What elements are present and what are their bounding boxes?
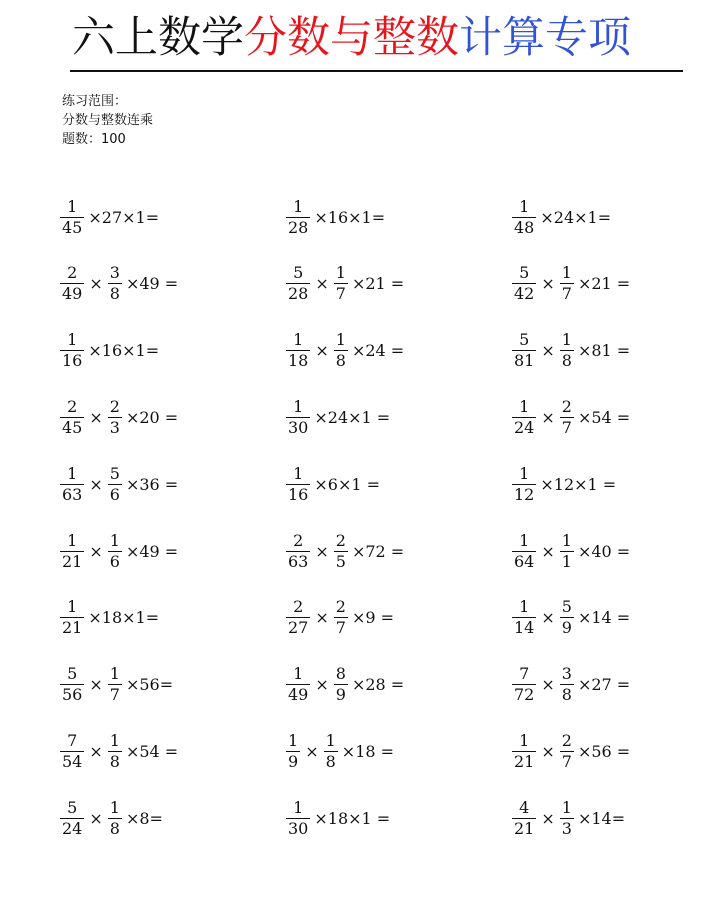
problem-expression: ×36 =	[125, 474, 179, 494]
fraction	[560, 664, 574, 705]
numerator: 1	[519, 463, 530, 483]
times-sign: ×	[89, 474, 103, 494]
problem-expression: ×14=	[577, 808, 626, 828]
problem-expression: ×14 =	[577, 608, 631, 628]
times-sign: ×	[89, 741, 103, 761]
times-sign: ×	[315, 608, 329, 628]
denominator: 3	[109, 417, 120, 437]
numerator: 1	[519, 196, 530, 216]
problem-expression: ×49 =	[125, 274, 179, 294]
fraction	[60, 330, 84, 371]
denominator: 30	[288, 818, 309, 838]
problem-expression: ×81 =	[577, 341, 631, 361]
fraction	[108, 531, 122, 572]
denominator: 24	[514, 417, 535, 437]
problem-expression: ×28 =	[351, 675, 405, 695]
fraction	[512, 798, 536, 839]
numerator: 1	[109, 530, 120, 550]
problem-expression: ×21 =	[351, 274, 405, 294]
denominator: 7	[561, 751, 572, 771]
denominator: 14	[514, 618, 535, 638]
numerator: 1	[67, 597, 78, 617]
denominator: 27	[288, 618, 309, 638]
denominator: 54	[62, 751, 83, 771]
denominator: 8	[561, 351, 572, 371]
fraction	[60, 197, 84, 238]
problem-expression: ×40 =	[577, 541, 631, 561]
numerator: 1	[67, 330, 78, 350]
problem-grid	[58, 190, 698, 858]
problem-16	[58, 524, 284, 578]
denominator: 3	[561, 818, 572, 838]
fraction	[108, 397, 122, 438]
numerator: 1	[519, 730, 530, 750]
denominator: 49	[62, 284, 83, 304]
denominator: 21	[514, 818, 535, 838]
problem-12	[510, 390, 698, 444]
problem-expression: ×24 =	[351, 341, 405, 361]
numerator: 2	[109, 396, 120, 416]
denominator: 30	[288, 417, 309, 437]
fraction	[108, 263, 122, 304]
denominator: 21	[62, 618, 83, 638]
problem-13	[58, 457, 284, 511]
denominator: 8	[325, 751, 336, 771]
denominator: 6	[109, 551, 120, 571]
numerator: 2	[561, 730, 572, 750]
fraction	[60, 731, 84, 772]
numerator: 1	[293, 196, 304, 216]
problem-expression: ×18×1=	[88, 608, 160, 628]
times-sign: ×	[541, 741, 555, 761]
fraction	[108, 664, 122, 705]
numerator: 1	[519, 597, 530, 617]
denominator: 72	[514, 685, 535, 705]
problem-17	[284, 524, 510, 578]
problem-expression: ×8=	[125, 808, 163, 828]
fraction	[286, 263, 310, 304]
numerator: 1	[288, 730, 299, 750]
numerator: 1	[293, 463, 304, 483]
problem-count: 题数：100	[62, 132, 126, 147]
numerator: 2	[335, 530, 346, 550]
fraction	[334, 597, 348, 638]
fraction	[108, 731, 122, 772]
fraction	[286, 464, 310, 505]
worksheet-info	[62, 92, 153, 149]
denominator: 9	[335, 685, 346, 705]
numerator: 7	[67, 730, 78, 750]
denominator: 21	[514, 751, 535, 771]
denominator: 56	[62, 685, 83, 705]
title-part-subject: 六上数学	[72, 13, 244, 63]
fraction	[108, 464, 122, 505]
problem-6	[510, 257, 698, 311]
problem-22	[58, 658, 284, 712]
numerator: 1	[109, 730, 120, 750]
fraction	[286, 597, 310, 638]
problem-expression: ×16×1=	[88, 341, 160, 361]
numerator: 5	[561, 597, 572, 617]
fraction	[324, 731, 338, 772]
denominator: 7	[335, 284, 346, 304]
fraction	[334, 664, 348, 705]
numerator: 1	[561, 263, 572, 283]
fraction	[60, 664, 84, 705]
denominator: 18	[288, 351, 309, 371]
fraction	[560, 397, 574, 438]
numerator: 1	[519, 396, 530, 416]
denominator: 48	[514, 217, 535, 237]
numerator: 7	[519, 664, 530, 684]
fraction	[286, 798, 310, 839]
fraction	[512, 464, 536, 505]
problem-1	[58, 190, 284, 244]
problem-expression: ×9 =	[351, 608, 395, 628]
times-sign: ×	[305, 741, 319, 761]
problem-30	[510, 791, 698, 845]
denominator: 7	[109, 685, 120, 705]
numerator: 1	[561, 330, 572, 350]
numerator: 5	[293, 263, 304, 283]
fraction	[512, 664, 536, 705]
numerator: 8	[335, 664, 346, 684]
denominator: 24	[62, 818, 83, 838]
problem-26	[284, 724, 510, 778]
problem-expression: ×12×1 =	[540, 474, 617, 494]
problem-27	[510, 724, 698, 778]
problem-4	[58, 257, 284, 311]
numerator: 1	[109, 797, 120, 817]
range-value: 分数与整数连乘	[62, 113, 154, 128]
numerator: 1	[561, 797, 572, 817]
times-sign: ×	[541, 541, 555, 561]
problem-9	[510, 324, 698, 378]
numerator: 1	[67, 196, 78, 216]
times-sign: ×	[89, 407, 103, 427]
fraction	[286, 731, 300, 772]
numerator: 1	[293, 664, 304, 684]
problem-expression: ×18 =	[341, 741, 395, 761]
problem-3	[510, 190, 698, 244]
times-sign: ×	[89, 808, 103, 828]
problem-20	[284, 591, 510, 645]
times-sign: ×	[89, 541, 103, 561]
denominator: 42	[514, 284, 535, 304]
denominator: 1	[561, 551, 572, 571]
problem-25	[58, 724, 284, 778]
fraction	[286, 664, 310, 705]
fraction	[560, 330, 574, 371]
times-sign: ×	[541, 608, 555, 628]
fraction	[512, 397, 536, 438]
fraction	[560, 263, 574, 304]
problem-expression: ×49 =	[125, 541, 179, 561]
denominator: 9	[561, 618, 572, 638]
problem-10	[58, 390, 284, 444]
denominator: 8	[561, 685, 572, 705]
denominator: 7	[561, 284, 572, 304]
numerator: 5	[109, 463, 120, 483]
problem-expression: ×24×1 =	[314, 407, 391, 427]
times-sign: ×	[541, 274, 555, 294]
denominator: 7	[335, 618, 346, 638]
problem-24	[510, 658, 698, 712]
fraction	[286, 397, 310, 438]
numerator: 3	[109, 263, 120, 283]
denominator: 63	[288, 551, 309, 571]
times-sign: ×	[315, 541, 329, 561]
fraction	[334, 330, 348, 371]
fraction	[286, 330, 310, 371]
numerator: 1	[293, 396, 304, 416]
fraction	[60, 597, 84, 638]
fraction	[512, 197, 536, 238]
fraction	[286, 531, 310, 572]
times-sign: ×	[89, 274, 103, 294]
problem-expression: ×27 =	[577, 675, 631, 695]
problem-expression: ×16×1=	[314, 207, 386, 227]
times-sign: ×	[541, 341, 555, 361]
denominator: 28	[288, 284, 309, 304]
denominator: 16	[62, 351, 83, 371]
denominator: 12	[514, 484, 535, 504]
problem-14	[284, 457, 510, 511]
problem-2	[284, 190, 510, 244]
title-part-type: 计算专项	[459, 13, 631, 63]
fraction	[512, 330, 536, 371]
problem-expression: ×20 =	[125, 407, 179, 427]
fraction	[60, 464, 84, 505]
denominator: 28	[288, 217, 309, 237]
denominator: 8	[109, 751, 120, 771]
numerator: 1	[67, 530, 78, 550]
numerator: 5	[67, 664, 78, 684]
fraction	[560, 597, 574, 638]
numerator: 2	[335, 597, 346, 617]
fraction	[334, 263, 348, 304]
problem-23	[284, 658, 510, 712]
problem-8	[284, 324, 510, 378]
fraction	[512, 263, 536, 304]
fraction	[560, 798, 574, 839]
fraction	[512, 597, 536, 638]
numerator: 2	[561, 396, 572, 416]
fraction	[286, 197, 310, 238]
numerator: 2	[67, 396, 78, 416]
denominator: 81	[514, 351, 535, 371]
numerator: 2	[293, 597, 304, 617]
denominator: 7	[561, 417, 572, 437]
problem-expression: ×72 =	[351, 541, 405, 561]
numerator: 1	[335, 263, 346, 283]
title-part-topic: 分数与整数	[244, 13, 459, 63]
times-sign: ×	[315, 274, 329, 294]
problem-expression: ×24×1=	[540, 207, 612, 227]
denominator: 8	[109, 818, 120, 838]
problem-expression: ×21 =	[577, 274, 631, 294]
fraction	[334, 531, 348, 572]
denominator: 8	[109, 284, 120, 304]
denominator: 16	[288, 484, 309, 504]
numerator: 1	[335, 330, 346, 350]
denominator: 45	[62, 417, 83, 437]
fraction	[60, 531, 84, 572]
numerator: 2	[293, 530, 304, 550]
problem-expression: ×6×1 =	[314, 474, 381, 494]
numerator: 1	[293, 330, 304, 350]
denominator: 64	[514, 551, 535, 571]
numerator: 3	[561, 664, 572, 684]
problem-29	[284, 791, 510, 845]
numerator: 1	[325, 730, 336, 750]
numerator: 5	[519, 263, 530, 283]
problem-expression: ×18×1 =	[314, 808, 391, 828]
problem-5	[284, 257, 510, 311]
problem-19	[58, 591, 284, 645]
problem-21	[510, 591, 698, 645]
denominator: 6	[109, 484, 120, 504]
numerator: 1	[561, 530, 572, 550]
fraction	[560, 531, 574, 572]
problem-expression: ×56=	[125, 675, 174, 695]
denominator: 49	[288, 685, 309, 705]
numerator: 1	[519, 530, 530, 550]
times-sign: ×	[89, 675, 103, 695]
numerator: 1	[109, 664, 120, 684]
denominator: 8	[335, 351, 346, 371]
numerator: 4	[519, 797, 530, 817]
denominator: 5	[335, 551, 346, 571]
problem-expression: ×56 =	[577, 741, 631, 761]
fraction	[512, 531, 536, 572]
problem-11	[284, 390, 510, 444]
numerator: 5	[519, 330, 530, 350]
denominator: 21	[62, 551, 83, 571]
times-sign: ×	[541, 675, 555, 695]
times-sign: ×	[315, 675, 329, 695]
problem-expression: ×27×1=	[88, 207, 160, 227]
fraction	[560, 731, 574, 772]
denominator: 63	[62, 484, 83, 504]
fraction	[108, 798, 122, 839]
fraction	[512, 731, 536, 772]
fraction	[60, 798, 84, 839]
fraction	[60, 263, 84, 304]
problem-28	[58, 791, 284, 845]
denominator: 45	[62, 217, 83, 237]
numerator: 2	[67, 263, 78, 283]
problem-15	[510, 457, 698, 511]
times-sign: ×	[315, 341, 329, 361]
range-label: 练习范围：	[62, 94, 128, 109]
worksheet-title	[72, 8, 631, 68]
numerator: 1	[67, 463, 78, 483]
times-sign: ×	[541, 407, 555, 427]
times-sign: ×	[541, 808, 555, 828]
fraction	[60, 397, 84, 438]
problem-expression: ×54 =	[577, 407, 631, 427]
problem-18	[510, 524, 698, 578]
numerator: 1	[293, 797, 304, 817]
title-underline	[70, 70, 683, 72]
denominator: 9	[288, 751, 299, 771]
numerator: 5	[67, 797, 78, 817]
problem-expression: ×54 =	[125, 741, 179, 761]
problem-7	[58, 324, 284, 378]
